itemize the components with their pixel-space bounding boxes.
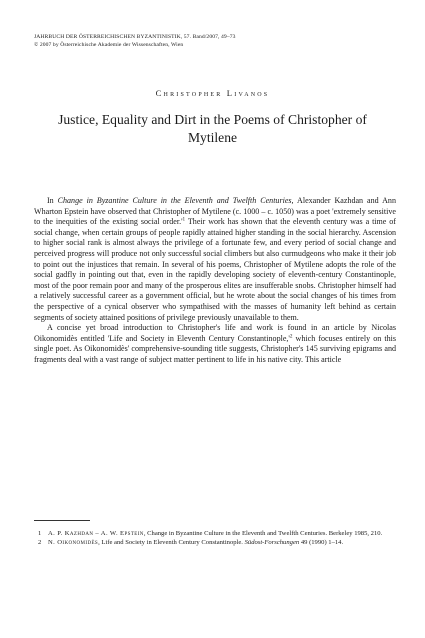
author-name: Christopher Livanos — [155, 88, 270, 98]
footnotes — [34, 529, 396, 547]
footnote-text: 49 (1990) 1–14. — [299, 539, 344, 547]
paragraph-text: A concise yet broad introduction to Christopher's life and work is found in an article by Nicolas Oikonomidès entitled 'Life and Society in Eleventh Century Constantinople,' — [34, 323, 396, 343]
body-paragraph — [34, 196, 396, 323]
footnote-text: , Life and Society in Eleventh Century Constantinople. — [98, 539, 245, 547]
footnote — [34, 538, 396, 547]
body-paragraph — [34, 323, 396, 365]
footnote-author: N. Oikonomidès — [48, 539, 99, 547]
journal-title: Südost-Forschungen — [244, 539, 300, 547]
paragraph-text: Their work has shown that the eleventh century was a time of social change, when certain groups of people rapidly attained higher standing in the social hierarchy. Ascension to higher social rank is almost always the privilege of a fortunate few, and every period of social change and perceived progress will produce not only successful social climbers but also curmudgeons who make it their job to point out the injustices that remain. In several of his poems, Christopher of Mytilene adopts the role of the social gadfly in pointing out that, even in the rapidly developing society of eleventh-century Constantinople, most of the poor remain poor and many of the prosperous elites are insufferable snobs. Christopher himself had a relatively successful career as a government official, but he wrote about the social changes of his times from the perspective of a cynical observer who sympathised with the masses of humanity left behind as certain segments of society attained positions of privilege previously unavailable to them. — [34, 217, 396, 322]
footnote-divider — [34, 520, 90, 521]
book-title: Change in Byzantine Culture in the Eleventh and Twelfth Centuries — [57, 196, 292, 205]
footnote-ref[interactable]: 1 — [182, 216, 186, 223]
paragraph-text: which focuses entirely on this single poet. As Oikonomidès' comprehensive-sounding title suggests, Christopher's 145 surviving epigrams and fragments deal with a vast range of subject matter pertinent to life in his native city. This article — [34, 333, 396, 364]
footnote-number: 1 — [38, 530, 42, 537]
copyright-line: © 2007 by Österreichische Akademie der Wissenschaften, Wien — [34, 41, 184, 48]
article-body — [34, 196, 396, 366]
footnote — [34, 529, 396, 538]
paragraph-text: , Alexander Kazhdan and Ann Wharton Epstein have observed that Christopher of Mytilene (c. 1000 – c. 1050) was a poet 'extremely sensitive to the inequities of the existing social order.' — [34, 196, 396, 227]
footnote-number: 2 — [38, 539, 42, 547]
footnote-author: A. P. Kazhdan – A. W. Epstein — [48, 530, 144, 537]
journal-header — [34, 34, 236, 49]
article-title: Justice, Equality and Dirt in the Poems of Christopher of Mytilene — [58, 112, 367, 145]
journal-line: JAHRBUCH DER ÖSTERREICHISCHEN BYZANTINISTIK, 57. Band/2007, 49–73 — [34, 34, 236, 40]
paragraph-text: In — [47, 196, 58, 205]
footnote-ref[interactable]: 2 — [289, 333, 293, 340]
footnote-text: , Change in Byzantine Culture in the Eleventh and Twelfth Centuries. Berkeley 1985, 210. — [143, 530, 383, 537]
